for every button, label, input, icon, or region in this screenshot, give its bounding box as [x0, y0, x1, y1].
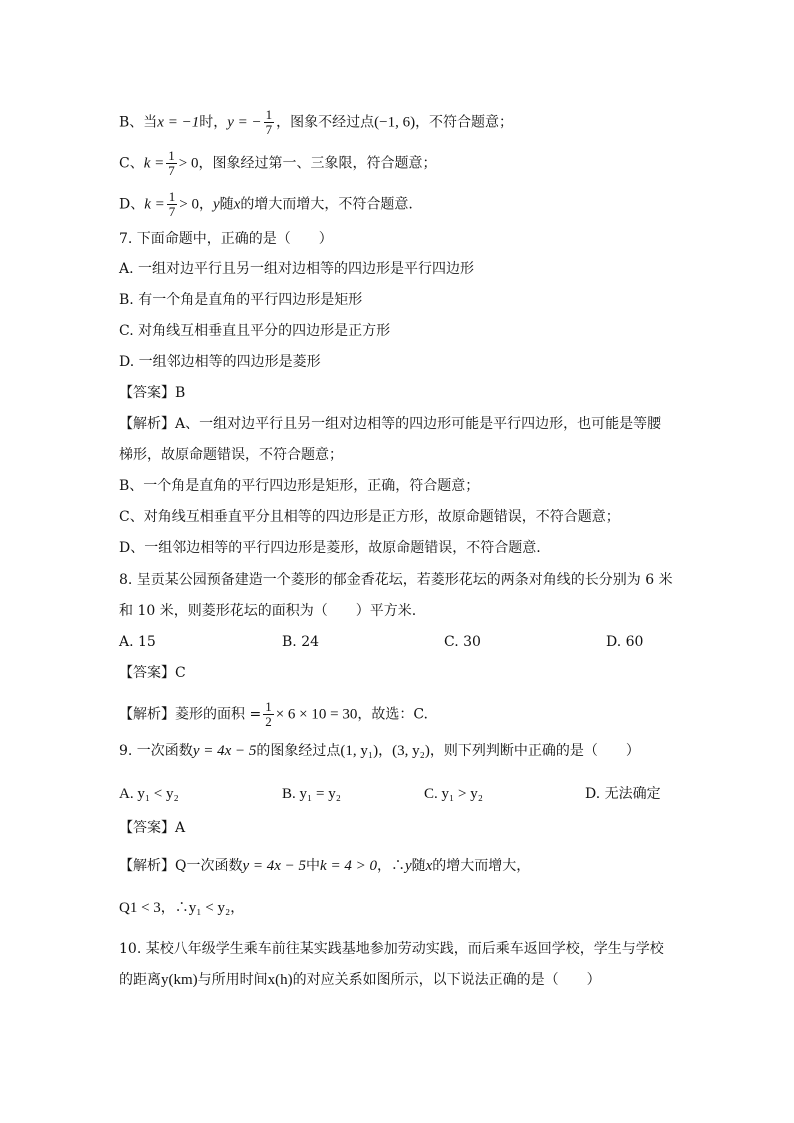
- option-b-explanation: B、当x = −1时，y = − $\frac{1}{7}$ ，图象不经过点(−1, 6)，不符合题意；: [119, 107, 514, 137]
- question-9-option-c: C. y₁ > y₂: [424, 786, 483, 802]
- question-7-explanation-5: D、一组邻边相等的平行四边形是菱形，故原命题错误，不符合题意.: [119, 540, 541, 556]
- question-9-option-d: D. 无法确定: [585, 786, 661, 802]
- question-9-option-a: A. y₁ < y₂: [119, 786, 179, 802]
- question-7-explanation-2: 梯形，故原命题错误，不符合题意；: [119, 447, 343, 463]
- question-9-answer: 【答案】A: [119, 820, 186, 836]
- question-8-answer: 【答案】C: [119, 665, 186, 681]
- question-7-option-c: C. 对角线互相垂直且平分的四边形是正方形: [119, 323, 391, 339]
- question-8-option-c: C. 30: [444, 634, 481, 650]
- question-8-line-2: 和 10 米，则菱形花坛的面积为（ ）平方米.: [119, 603, 417, 619]
- question-7-option-d: D. 一组邻边相等的四边形是菱形: [119, 354, 321, 370]
- question-8-option-a: A. 15: [119, 634, 156, 650]
- option-c-explanation: C、k = $\frac{1}{7}$ > 0，图象经过第一、三象限，符合题意；: [119, 148, 437, 178]
- question-7-option-b: B. 有一个角是直角的平行四边形是矩形: [119, 292, 363, 308]
- fraction: $\frac{1}{2}$: [265, 699, 272, 729]
- question-8-option-d: D. 60: [606, 634, 644, 650]
- question-9-explanation-1: 【解析】Q一次函数y = 4x − 5中k = 4 > 0，∴y随x的增大而增大，: [119, 858, 531, 874]
- question-9: 9. 一次函数y = 4x − 5的图象经过点(1, y₁)，(3, y₂)，则下列判断中正确的是（ ）: [119, 743, 640, 759]
- question-7: 7. 下面命题中，正确的是（ ）: [119, 231, 333, 247]
- question-8-line-1: 8. 呈贡某公园预备建造一个菱形的郁金香花坛，若菱形花坛的两条对角线的长分别为 6 米: [119, 572, 673, 588]
- question-7-explanation-3: B、一个角是直角的平行四边形是矩形，正确，符合题意；: [119, 478, 480, 494]
- question-7-option-a: A. 一组对边平行且另一组对边相等的四边形是平行四边形: [119, 261, 475, 277]
- question-9-explanation-2: Q1 < 3，∴y₁ < y₂，: [119, 900, 245, 916]
- question-7-answer: 【答案】B: [119, 385, 186, 401]
- question-10-line-1: 10. 某校八年级学生乘车前往某实践基地参加劳动实践，而后乘车返回学校，学生与学校: [119, 941, 664, 957]
- question-7-explanation-4: C、对角线互相垂直平分且相等的四边形是正方形，故原命题错误，不符合题意；: [119, 509, 620, 525]
- fraction: $\frac{1}{7}$: [168, 148, 175, 178]
- question-8-options: [119, 632, 694, 652]
- option-d-explanation: D、k = $\frac{1}{7}$ > 0，y随x的增大而增大，不符合题意.: [119, 189, 413, 219]
- question-8-explanation: 【解析】菱形的面积 = $\frac{1}{2}$ × 6 × 10 = 30，故选：C.: [119, 699, 428, 729]
- question-9-options: [119, 784, 694, 804]
- question-8-option-b: B. 24: [282, 634, 320, 650]
- fraction: $\frac{1}{7}$: [168, 189, 176, 219]
- question-7-explanation-1: 【解析】A、一组对边平行且另一组对边相等的四边形可能是平行四边形，也可能是等腰: [119, 416, 662, 432]
- question-10-line-2: 的距离y(km)与所用时间x(h)的对应关系如图所示，以下说法正确的是（ ）: [119, 972, 601, 988]
- fraction: $\frac{1}{7}$: [265, 107, 273, 137]
- question-9-option-b: B. y₁ = y₂: [282, 786, 341, 802]
